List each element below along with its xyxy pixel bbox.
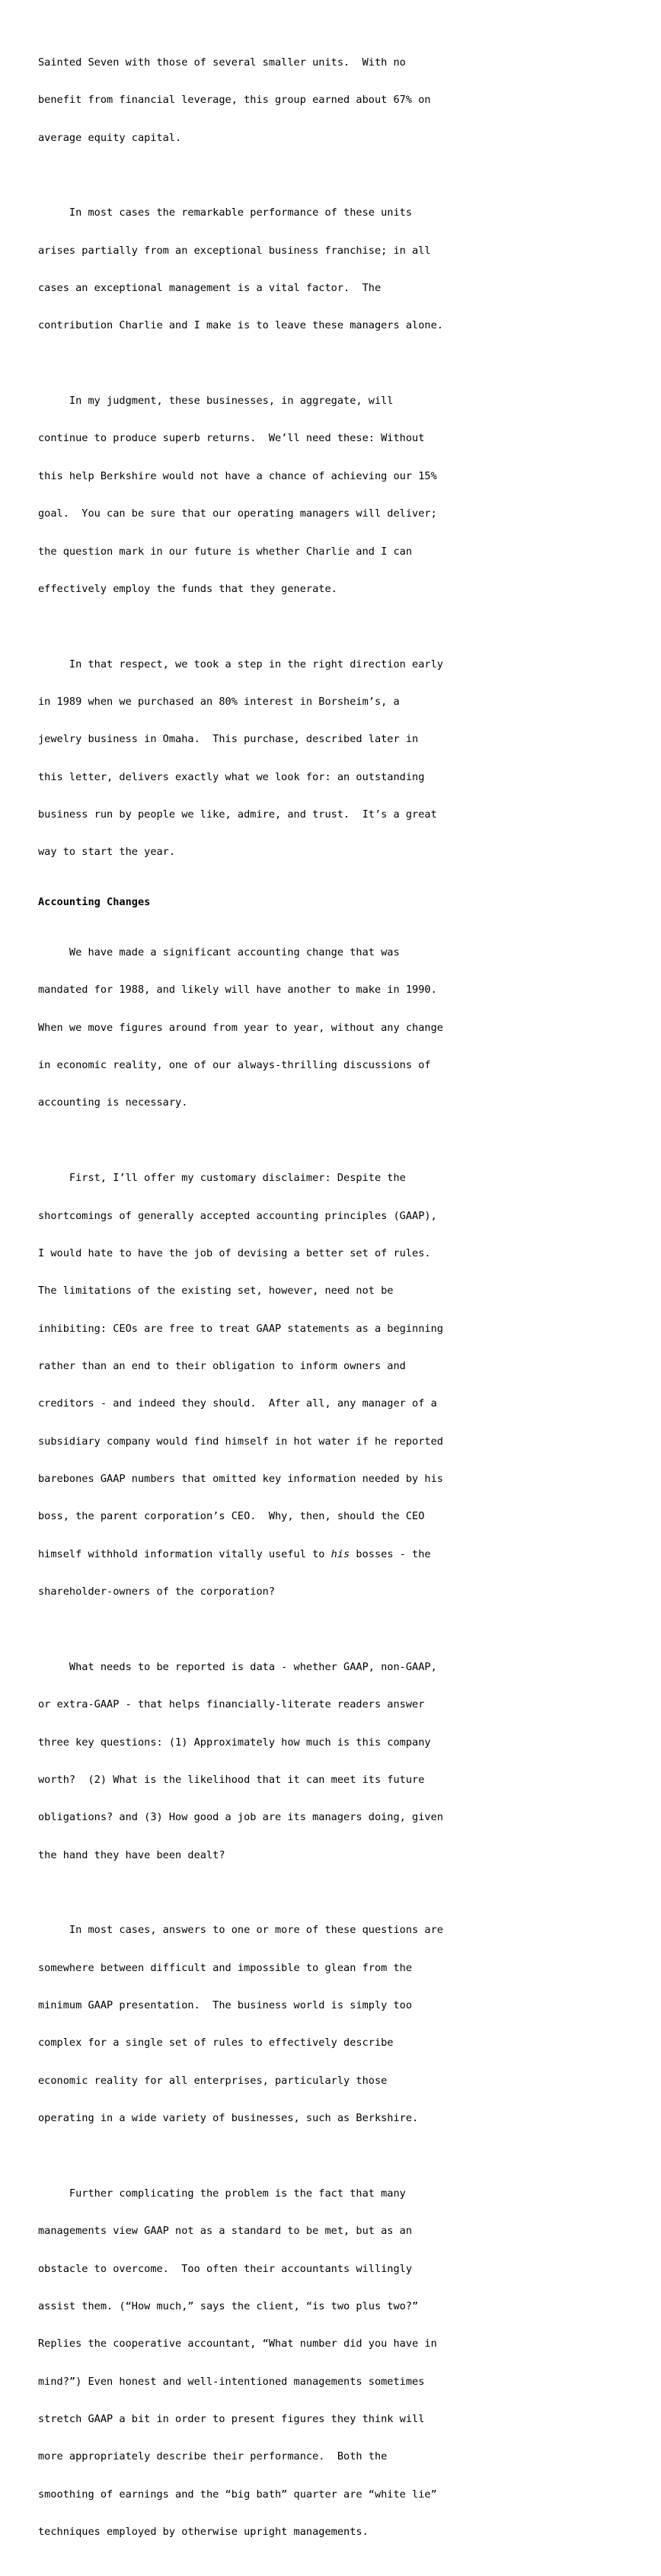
text-line: The limitations of the existing set, however, need not be [38,1285,394,1298]
paragraph-7 [38,1636,640,1886]
text-line: rather than an end to their obligation to inform owners and [38,1359,406,1372]
text-line: managements view GAAP not as a standard to be met, but as an [38,2225,413,2238]
paragraph-5 [38,921,640,1134]
text-line: contribution Charlie and I make is to leave these managers alone. [38,319,443,332]
text-line: What needs to be reported is data - whether GAAP, non-GAAP, [38,1660,437,1673]
paragraph-2 [38,181,640,357]
text-line: way to start the year. [38,846,176,859]
text-line: When we move figures around from year to year, without any change [38,1021,443,1034]
section-heading: Accounting Changes [38,896,151,909]
text-line: subsidiary company would find himself in hot water if he reported [38,1435,443,1448]
text-line: boss, the parent corporation’s CEO. Why, then, should the CEO [38,1510,425,1523]
text-line: techniques employed by otherwise upright managements. [38,2526,369,2539]
paragraph-6 [38,1147,640,1623]
text-line: in economic reality, one of our always-thrilling discussions of [38,1059,431,1072]
text-line: obstacle to overcome. Too often their accountants willingly [38,2262,413,2275]
text-line: the hand they have been dealt? [38,1848,225,1861]
text-line: benefit from financial leverage, this group earned about 67% on [38,94,431,107]
text-line: In most cases the remarkable performance of these units [38,206,413,219]
text-line: arises partially from an exceptional business franchise; in all [38,244,431,257]
text-line: jewelry business in Omaha. This purchase, described later in [38,733,419,746]
paragraph-4 [38,633,640,884]
text-line: minimum GAAP presentation. The business world is simply too [38,1999,413,2012]
text-line: economic reality for all enterprises, particularly those [38,2074,388,2087]
text-line: mandated for 1988, and likely will have another to make in 1990. [38,984,437,997]
text-line: First, I’ll offer my customary disclaimer: Despite the [38,1172,406,1185]
text-line: smoothing of earnings and the “big bath” quarter are “white lie” [38,2488,437,2501]
text-line: somewhere between difficult and impossible to glean from the [38,1961,413,1974]
text-line: In that respect, we took a step in the right direction early [38,658,443,670]
text-line: In most cases, answers to one or more of these questions are [38,1924,443,1937]
text-line: average equity capital. [38,131,182,144]
text-line: business run by people we like, admire, and trust. It’s a great [38,808,437,821]
text-line: or extra-GAAP - that helps financially-literate readers answer [38,1698,425,1711]
text-fragment: himself withhold information vitally useful to [38,1547,331,1560]
text-line: Replies the cooperative accountant, “What number did you have in [38,2338,437,2350]
text-line: Further complicating the problem is the fact that many [38,2187,406,2200]
text-line: Sainted Seven with those of several smaller units. With no [38,56,406,69]
text-line: continue to produce superb returns. We’ll need these: Without [38,432,425,445]
text-line: creditors - and indeed they should. After all, any manager of a [38,1397,437,1410]
text-line: shortcomings of generally accepted accounting principles (GAAP), [38,1209,437,1222]
emphasis-text: his [330,1547,350,1560]
text-line: goal. You can be sure that our operating managers will deliver; [38,507,437,520]
text-line: assist them. (“How much,” says the client, “is two plus two?” [38,2299,419,2312]
paragraph-3 [38,370,640,620]
text-line [38,1548,640,1560]
paragraph-8 [38,1899,640,2149]
text-line: obligations? and (3) How good a job are its managers doing, given [38,1811,443,1824]
text-line: complex for a single set of rules to effectively describe [38,2037,394,2050]
paragraph-1 [38,31,640,169]
text-line: barebones GAAP numbers that omitted key information needed by his [38,1473,443,1486]
text-fragment: bosses - the [350,1547,431,1560]
text-line: three key questions: (1) Approximately how much is this company [38,1736,431,1749]
text-line: in 1989 when we purchased an 80% interest in Borsheim’s, a [38,695,400,708]
text-line: stretch GAAP a bit in order to present figures they think will [38,2412,425,2425]
text-line: accounting is necessary. [38,1096,188,1109]
text-line: this help Berkshire would not have a chance of achieving our 15% [38,469,437,482]
text-line: more appropriately describe their performance. Both the [38,2450,388,2463]
text-line: I would hate to have the job of devising a better set of rules. [38,1246,431,1259]
text-line: the question mark in our future is whether Charlie and I can [38,545,413,558]
text-line: shareholder-owners of the corporation? [38,1586,275,1598]
letter-page [38,31,640,2576]
text-line: worth? (2) What is the likelihood that it can meet its future [38,1773,425,1786]
text-line: We have made a significant accounting change that was [38,946,400,958]
text-line: cases an exceptional management is a vital factor. The [38,282,382,295]
text-line: inhibiting: CEOs are free to treat GAAP statements as a beginning [38,1322,443,1335]
text-line: effectively employ the funds that they generate. [38,582,337,595]
text-line: mind?”) Even honest and well-intentioned managements sometimes [38,2375,425,2388]
text-line: In my judgment, these businesses, in aggregate, will [38,395,394,408]
paragraph-9 [38,2162,640,2564]
text-line: this letter, delivers exactly what we look for: an outstanding [38,770,425,783]
text-line: operating in a wide variety of businesses, such as Berkshire. [38,2112,419,2125]
